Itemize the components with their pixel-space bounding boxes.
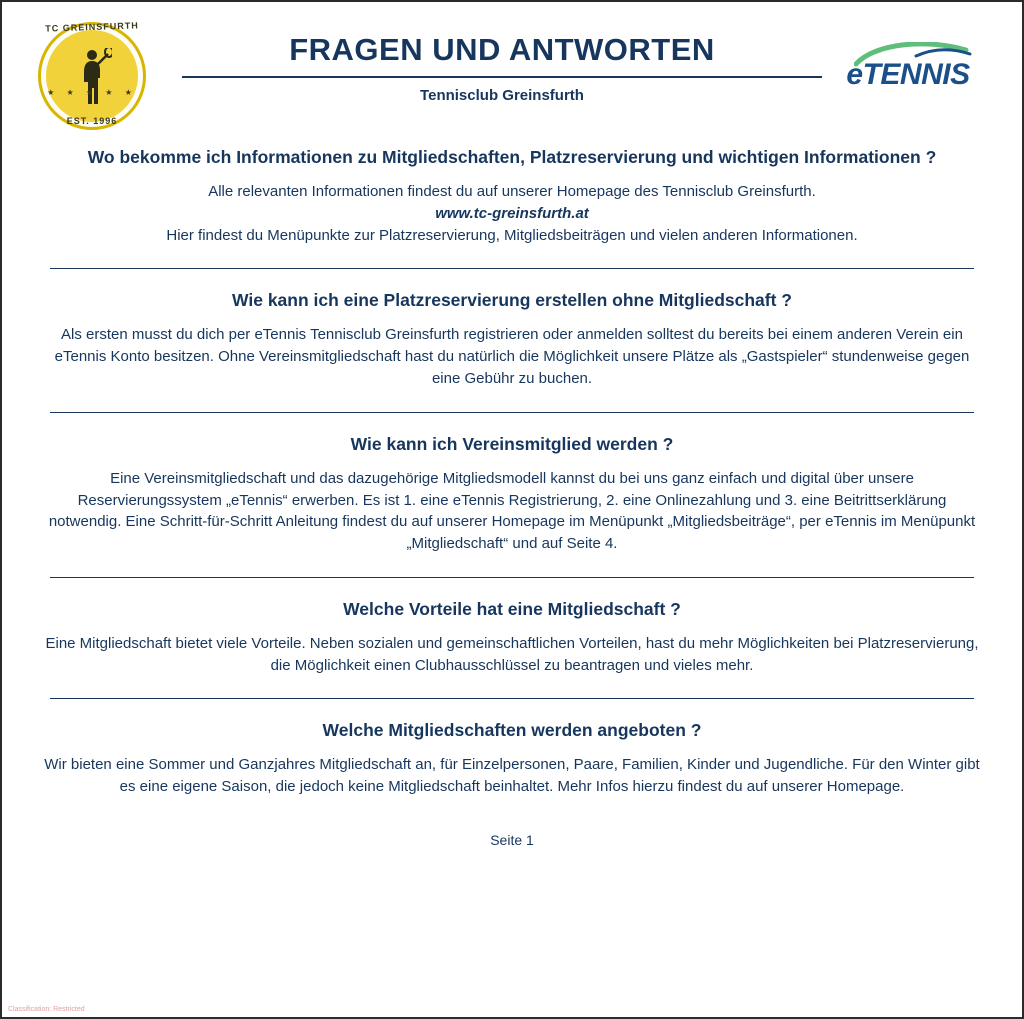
faq-question: Wie kann ich eine Platzreservierung erstellen ohne Mitgliedschaft ? [232, 290, 792, 311]
faq-answer-line-1: Alle relevanten Informationen findest du auf unserer Homepage des Tennisclub Greinsfurth. [208, 183, 816, 201]
tennis-player-icon [72, 48, 112, 106]
faq-item [32, 598, 992, 677]
faq-answer-line-2: Hier findest du Menüpunkte zur Platzreservierung, Mitgliedsbeiträgen und vielen anderen Informationen. [166, 226, 858, 244]
website-link[interactable]: www.tc-greinsfurth.at [435, 204, 589, 222]
faq-answer: Eine Mitgliedschaft bietet viele Vorteile. Neben sozialen und gemeinschaftlichen Vorteilen, hast du mehr Möglichkeiten bei Platzreservierung, die Möglichkeit einen Clubhausschlüssel zu beantragen und vieles mehr. [45, 634, 979, 674]
faq-question: Welche Vorteile hat eine Mitgliedschaft ? [343, 598, 681, 619]
faq-question: Wie kann ich Vereinsmitglied werden ? [350, 433, 674, 454]
faq-item [32, 146, 992, 246]
faq-answer: Eine Vereinsmitgliedschaft und das dazugehörige Mitgliedsmodell kannst du bei uns ganz einfach und digital über unsere Reservierungssystem „eTennis“ erwerben. Es ist 1. eine eTennis Registrierung, 2. eine Onlinezahlung und 3. eine Beitrittserklärung notwendig. Eine Schritt-für-Schritt Anleitung findest du auf unserer Homepage im Menüpunkt „Mitgliedsbeiträge“, per eTennis im Menüpunkt „Mitgliedschaft“ und auf Seite 4. [48, 469, 976, 553]
club-logo-top-text: TC GREINSFURTH [45, 20, 139, 34]
faq-item [32, 433, 992, 555]
page-content [2, 2, 1022, 1017]
section-divider [50, 698, 974, 699]
faq-list [32, 146, 992, 848]
document-header [32, 12, 992, 132]
club-logo-bottom-text: EST. 1996 [66, 116, 118, 126]
faq-question: Welche Mitgliedschaften werden angeboten ? [322, 720, 702, 741]
faq-question: Wo bekomme ich Informationen zu Mitgliedschaften, Platzreservierung und wichtigen Informationen ? [87, 147, 937, 167]
page-title: FRAGEN UND ANTWORTEN [289, 32, 715, 67]
page-subtitle: Tennisclub Greinsfurth [420, 86, 584, 104]
faq-answer: Als ersten musst du dich per eTennis Tennisclub Greinsfurth registrieren oder anmelden solltest du bereits bei einem anderen Verein ein eTennis Konto besitzen. Ohne Vereinsmitgliedschaft hast du natürlich die Möglichkeit unsere Plätze als „Gastspieler“ stundenweise gegen eine Gebühr zu buchen. [54, 326, 970, 387]
etennis-wordmark: eTENNIS [846, 58, 970, 91]
faq-item [32, 289, 992, 389]
club-logo [32, 18, 152, 136]
section-divider [50, 412, 974, 413]
etennis-logo [828, 40, 988, 100]
title-divider [182, 76, 822, 78]
faq-answer [40, 181, 984, 246]
page-footer: Seite 1 [490, 831, 534, 848]
faq-item [32, 719, 992, 798]
club-logo-stars: ★ ★ ★ ★ ★ [47, 88, 137, 97]
title-block [182, 32, 822, 104]
faq-answer: Wir bieten eine Sommer und Ganzjahres Mitgliedschaft an, für Einzelpersonen, Paare, Familien, Kinder und Jugendliche. Für den Winter gibt es eine eigene Saison, die jedoch keine Mitgliedschaft beinhaltet. Mehr Infos hierzu findest du auf unserer Homepage. [44, 756, 980, 796]
section-divider [50, 577, 974, 578]
classification-label: Classification: Restricted [8, 1006, 85, 1013]
section-divider [50, 268, 974, 269]
